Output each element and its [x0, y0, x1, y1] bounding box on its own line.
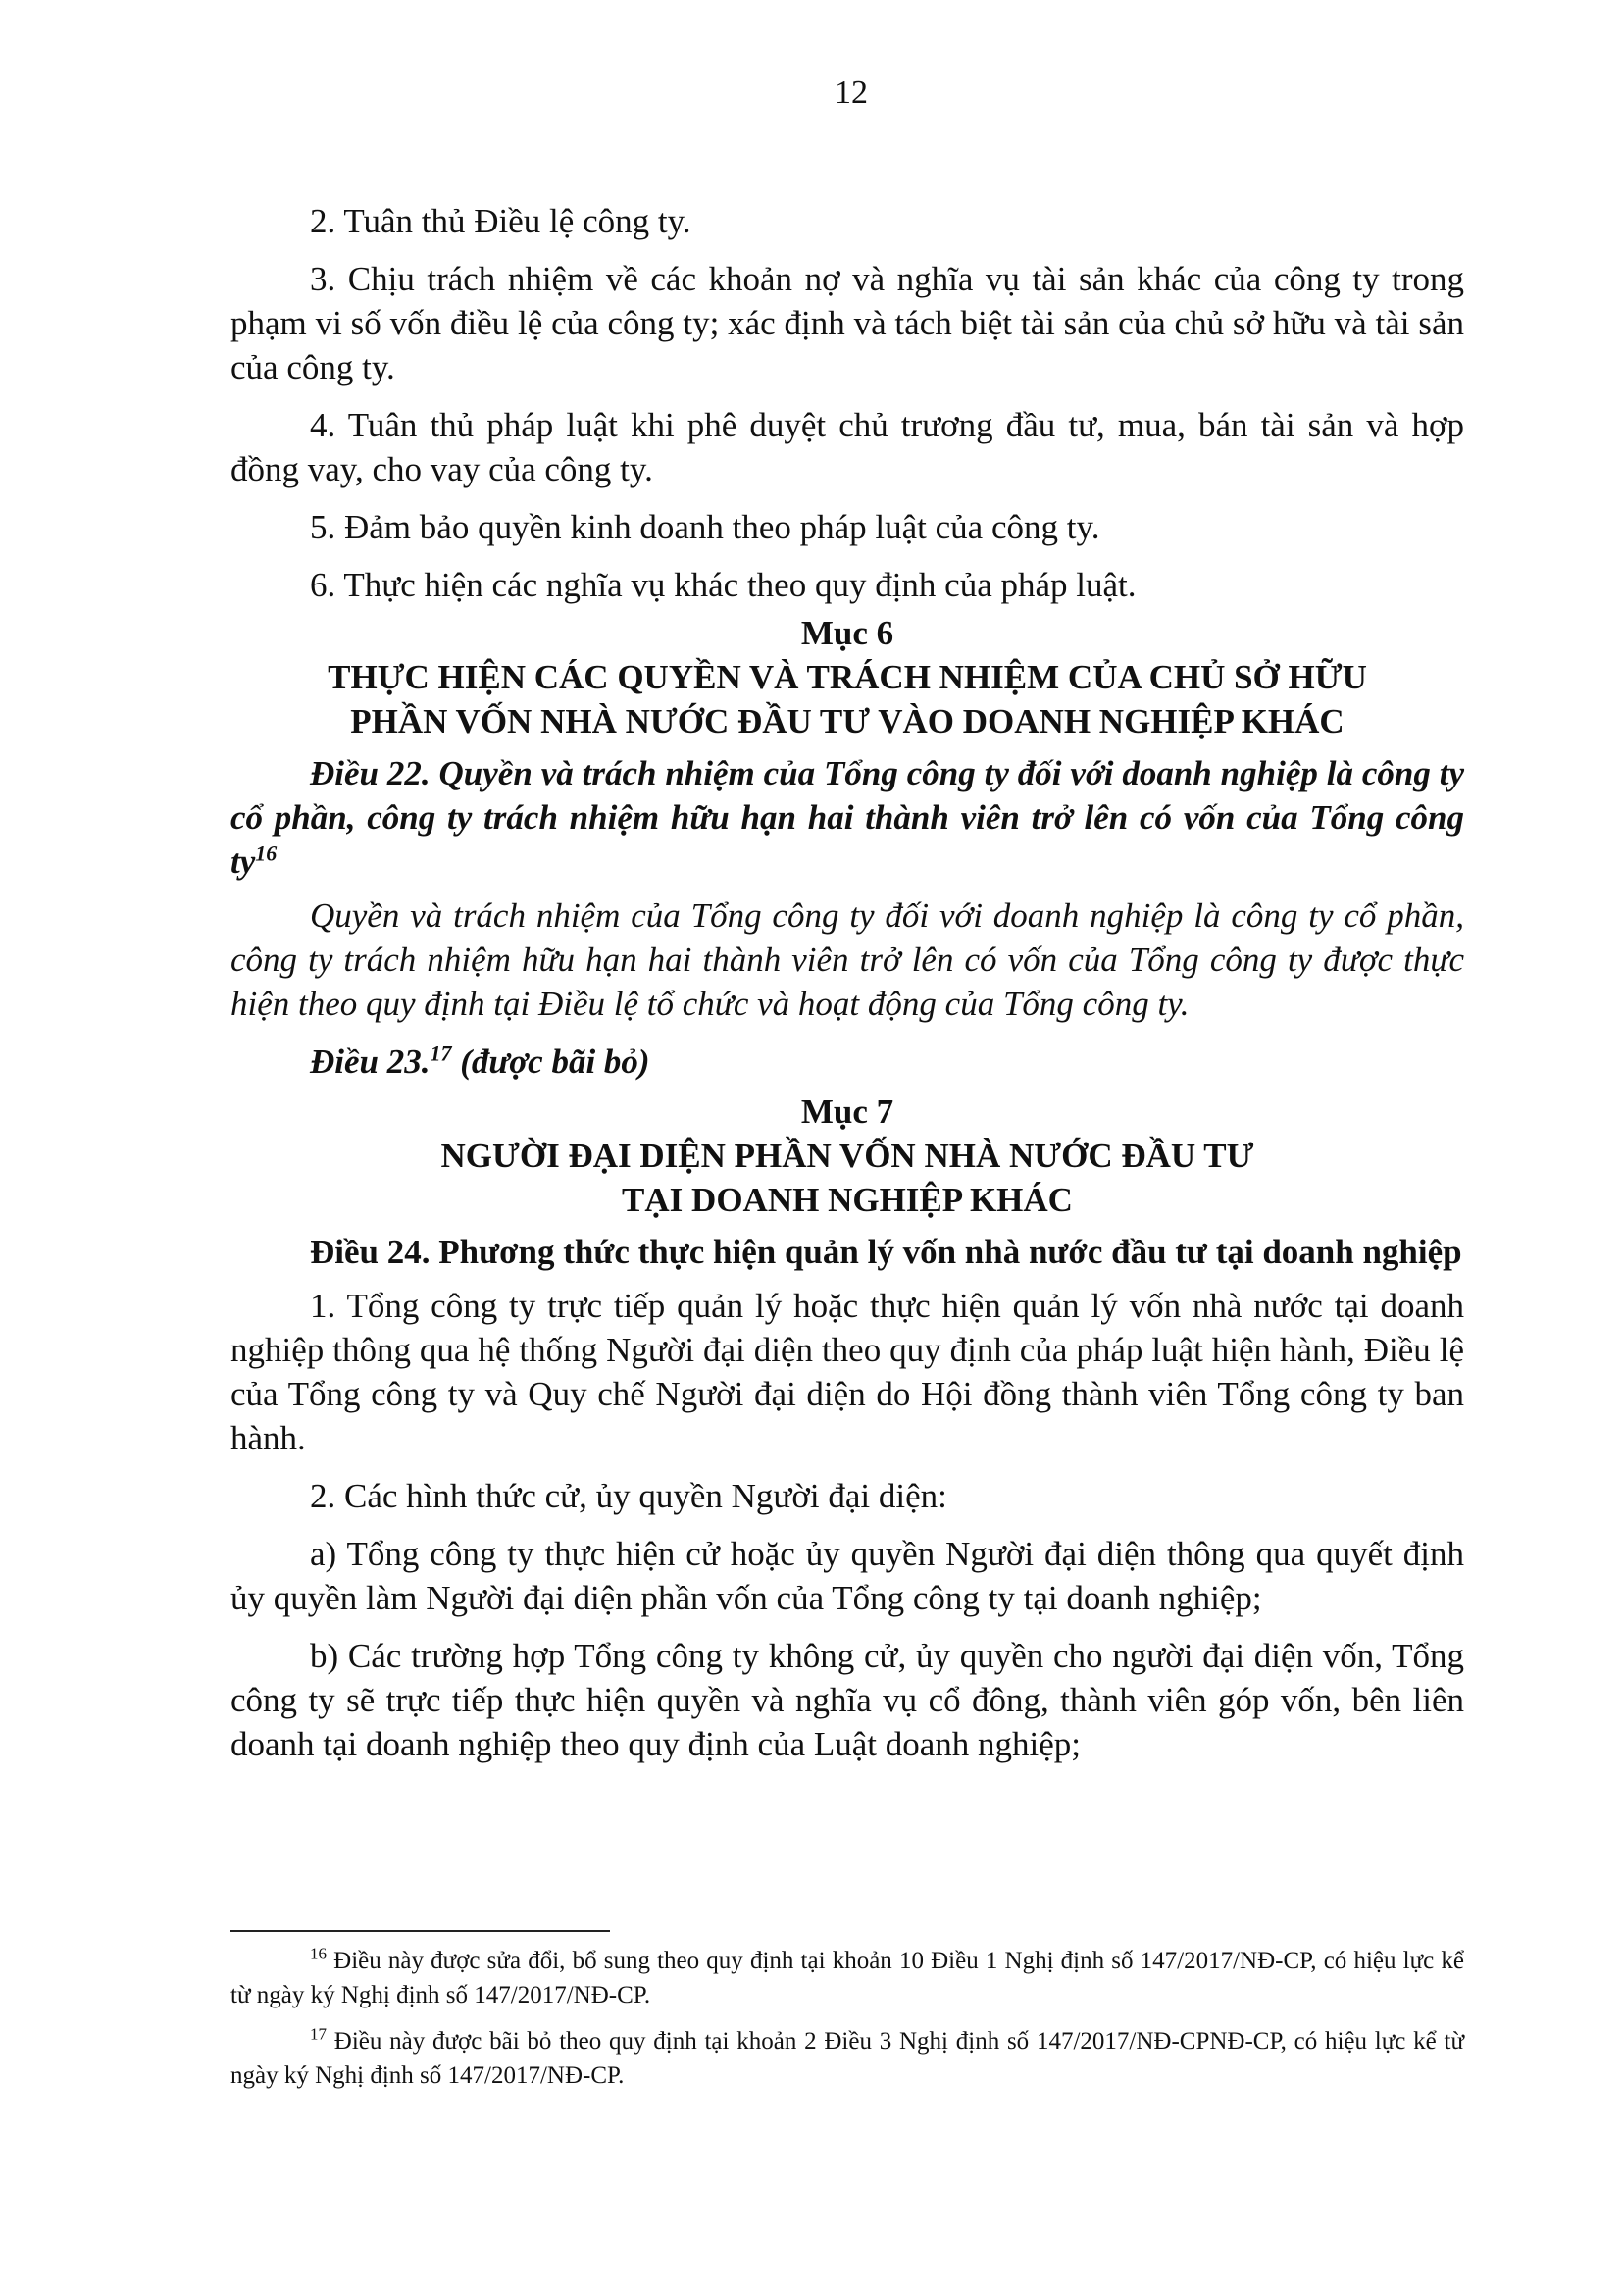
- main-text: [230, 199, 1464, 1780]
- article-22-body: Quyền và trách nhiệm của Tổng công ty đối với doanh nghiệp là công ty cổ phần, công ty trách nhiệm hữu hạn hai thành viên trở lên có vốn của Tổng công ty được thực hiện theo quy định tại Điều lệ tổ chức và hoạt động của Tổng công ty.: [230, 896, 1464, 1023]
- article-24-paragraph-b: b) Các trường hợp Tổng công ty không cử, ủy quyền cho người đại diện vốn, Tổng công ty sẽ trực tiếp thực hiện quyền và nghĩa vụ cổ đông, thành viên góp vốn, bên liên doanh tại doanh nghiệp theo quy định của Luật doanh nghiệp;: [230, 1637, 1464, 1763]
- page-number: 12: [835, 75, 868, 111]
- section-6-title-line2: PHẦN VỐN NHÀ NƯỚC ĐẦU TƯ VÀO DOANH NGHIỆP KHÁC: [350, 702, 1345, 740]
- footnotes: [230, 1944, 1464, 2105]
- footnote-ref-17: 17: [430, 1041, 452, 1066]
- section-7-label: Mục 7: [800, 1092, 894, 1131]
- footnote-17-number: 17: [310, 2024, 327, 2044]
- footnote-17-text: Điều này được bãi bỏ theo quy định tại khoản 2 Điều 3 Nghị định số 147/2017/NĐ-CPNĐ-CP, có hiệu lực kể từ ngày ký Nghị định số 147/2017/NĐ-CP.: [230, 2028, 1464, 2089]
- footnote-16: [230, 1944, 1464, 2012]
- section-6-label: Mục 6: [800, 614, 894, 652]
- article-23-prefix: Điều 23.: [310, 1042, 431, 1081]
- paragraph-5: 5. Đảm bảo quyền kinh doanh theo pháp luật của công ty.: [310, 508, 1100, 546]
- section-7-title-line2: TẠI DOANH NGHIỆP KHÁC: [622, 1181, 1073, 1219]
- paragraph-2: 2. Tuân thủ Điều lệ công ty.: [310, 202, 691, 240]
- article-24-paragraph-2: 2. Các hình thức cử, ủy quyền Người đại diện:: [310, 1477, 947, 1515]
- paragraph-4: 4. Tuân thủ pháp luật khi phê duyệt chủ trương đầu tư, mua, bán tài sản và hợp đồng vay, cho vay của công ty.: [230, 406, 1464, 488]
- section-6-title-line1: THỰC HIỆN CÁC QUYỀN VÀ TRÁCH NHIỆM CỦA CHỦ SỞ HỮU: [328, 658, 1367, 696]
- article-22-heading: [230, 751, 1464, 884]
- article-24-paragraph-1: 1. Tổng công ty trực tiếp quản lý hoặc thực hiện quản lý vốn nhà nước tại doanh nghiệp thông qua hệ thống Người đại diện theo quy định của pháp luật hiện hành, Điều lệ của Tổng công ty và Quy chế Người đại diện do Hội đồng thành viên Tổng công ty ban hành.: [230, 1287, 1464, 1457]
- paragraph-3: 3. Chịu trách nhiệm về các khoản nợ và nghĩa vụ tài sản khác của công ty trong phạm vi số vốn điều lệ của công ty; xác định và tách biệt tài sản của chủ sở hữu và tài sản của công ty.: [230, 260, 1464, 386]
- article-23-suffix: (được bãi bỏ): [451, 1042, 650, 1081]
- section-7-title-line1: NGƯỜI ĐẠI DIỆN PHẦN VỐN NHÀ NƯỚC ĐẦU TƯ: [440, 1137, 1254, 1175]
- paragraph-6: 6. Thực hiện các nghĩa vụ khác theo quy định của pháp luật.: [310, 566, 1137, 604]
- article-24-heading: Điều 24. Phương thức thực hiện quản lý vốn nhà nước đầu tư tại doanh nghiệp: [310, 1233, 1462, 1271]
- footnote-divider: [230, 1930, 610, 1932]
- article-22-heading-text: Điều 22. Quyền và trách nhiệm của Tổng công ty đối với doanh nghiệp là công ty cổ phần, công ty trách nhiệm hữu hạn hai thành viên trở lên có vốn của Tổng công ty: [230, 754, 1464, 881]
- article-23-heading: [230, 1040, 1464, 1084]
- footnote-17: [230, 2024, 1464, 2093]
- footnote-ref-16: 16: [255, 840, 278, 866]
- footnote-16-number: 16: [310, 1944, 327, 1963]
- footnote-16-text: Điều này được sửa đổi, bổ sung theo quy định tại khoản 10 Điều 1 Nghị định số 147/2017/NĐ-CP, có hiệu lực kể từ ngày ký Nghị định số 147/2017/NĐ-CP.: [230, 1948, 1464, 2008]
- article-24-paragraph-a: a) Tổng công ty thực hiện cử hoặc ủy quyền Người đại diện thông qua quyết định ủy quyền làm Người đại diện phần vốn của Tổng công ty tại doanh nghiệp;: [230, 1535, 1464, 1617]
